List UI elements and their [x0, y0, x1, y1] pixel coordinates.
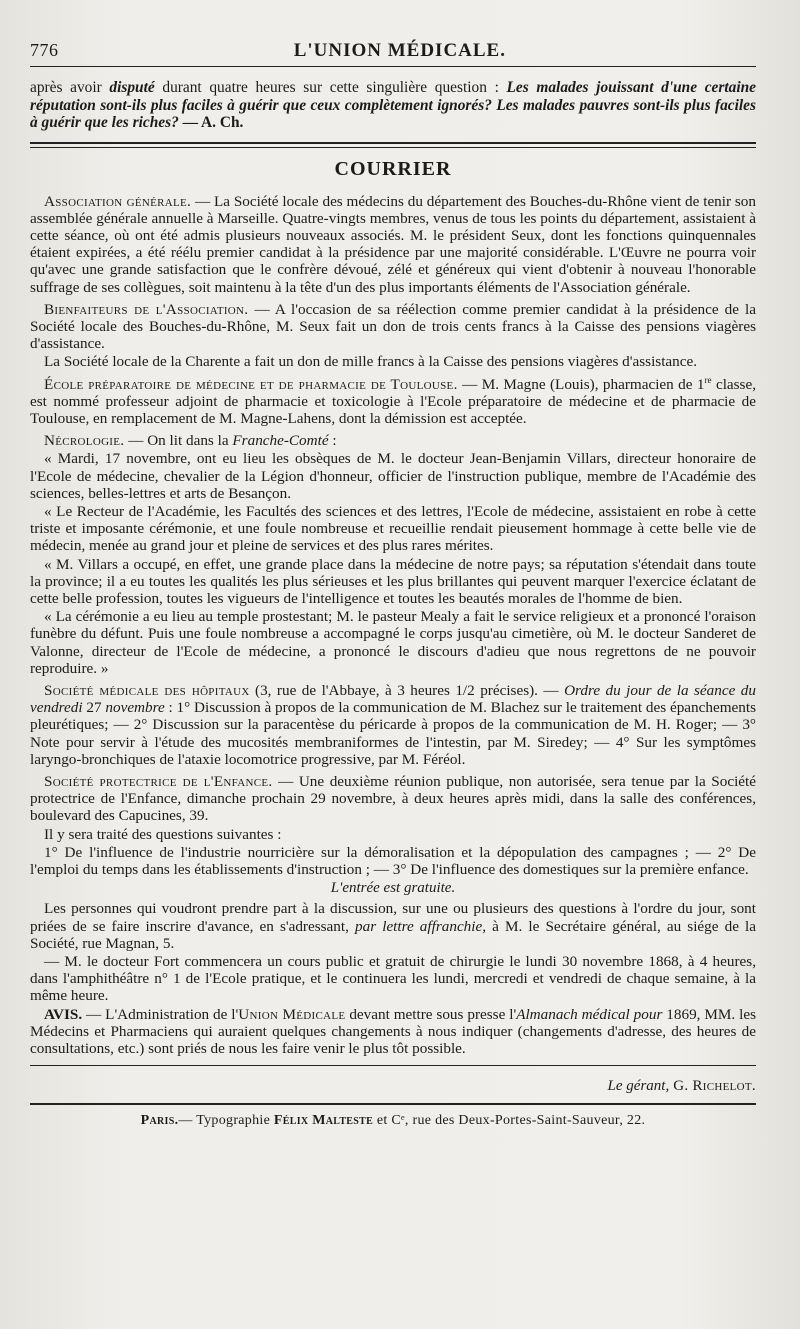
superscript: re: [704, 374, 712, 385]
paragraph-text: — M. Magne (Louis), pharmacien de 1: [457, 375, 705, 393]
paragraph-text: — On lit dans la: [124, 432, 233, 450]
imprint-footer: [30, 1113, 756, 1129]
questions-intro: Il y sera traité des questions suivantes :: [44, 825, 282, 843]
section-title: COURRIER: [334, 157, 452, 180]
paragraph-text: — L'Administration de l': [82, 1005, 239, 1023]
imprint-printer: Félix Malteste: [273, 1113, 374, 1129]
paragraph-protectrice: [30, 773, 756, 825]
page-number: 776: [30, 40, 59, 60]
rubric-heading: Bienfaiteurs de l'Association.: [44, 300, 249, 318]
imprint-address: et Cᵉ, rue des Deux-Portes-Saint-Sauveur, 22.: [373, 1113, 646, 1129]
footer-rule: [30, 1103, 756, 1105]
intro-signature: — A. Ch.: [178, 114, 244, 131]
paragraph-text: — A l'occasion de sa réélection comme premier candidat à la présidence de la Société locale des Bouches-du-Rhône, M. Seux fait un don de trois cents francs à la Caisse des pensions viagères d'assistance.: [30, 300, 756, 353]
paragraph-bienfaiteurs: [30, 301, 756, 353]
quote-paragraph: « Le Recteur de l'Académie, les Facultés des sciences et des lettres, l'Ecole de médecine, assistaient en robe à cette triste et imposante cérémonie, et une foule nombreuse et recueillie rendait pieusement hommage à cette belle vie de médecin, menée au grand jour et pleine de services et des plus rares mérites.: [30, 502, 756, 555]
intro-question: Les malades jouissant d'une certaine réputation sont-ils plus faciles à guérir que ceux complètement ignorés? Les malades pauvres sont-ils plus faciles à guérir que les riches?: [30, 79, 757, 131]
paragraph-ecole: [30, 376, 756, 428]
rubric-heading: École préparatoire de médecine et de pharmacie de Toulouse.: [44, 375, 458, 393]
page-header: [30, 40, 756, 67]
almanac-title: Almanach médical pour: [516, 1005, 663, 1023]
paragraph-text: à M. le Secrétaire général, au siége de la Société, rue Magnan, 5.: [30, 917, 757, 952]
paragraph-text: 27: [82, 699, 106, 717]
registration-paragraph: [30, 900, 756, 952]
paragraph-charente: La Société locale de la Charente a fait un don de mille francs à la Caisse des pensions viagères d'assistance.: [44, 353, 698, 371]
paragraph-text: — Une deuxième réunion publique, non autorisée, sera tenue par la Société protectrice de l'Enfance, dimanche prochain 29 novembre, à deux heures après midi, dans la salle des conférences, boulevard des Capucines, 39.: [30, 773, 757, 825]
free-entry-note: L'entrée est gratuite.: [330, 880, 456, 897]
paragraph-text: — La Société locale des médecins du département des Bouches-du-Rhône vient de tenir son assemblée générale annuelle à Marseille. Quatre-vingts membres, venus de tous les points du département, assistaient à cette séance, où ont été admis plusieurs nouveaux associés. M. le président Seux, dont les fonctions quinquennales étaient expirées, a été réélu premier candidat à la présidence par une majorité considérable. L'Œuvre ne pourra voir qu'avec une grande satisfaction que le confrère dévoué, zélé et généreux qui vient d'obtenir à nouveau l'honorable suffrage de ses collègues, soit maintenu à la tête d'un des plus importants éléments de l'Association générale.: [30, 192, 756, 296]
intro-text: durant quatre heures sur cette singulière question :: [154, 79, 507, 96]
rubric-heading: Nécrologie.: [44, 432, 125, 450]
double-rule: [30, 142, 756, 148]
signature: [30, 1078, 756, 1095]
rubric-heading: Société médicale des hôpitaux: [44, 681, 250, 699]
paragraph-avis: [30, 1006, 756, 1058]
quote-paragraph: « Mardi, 17 novembre, ont eu lieu les obsèques de M. le docteur Jean-Benjamin Villars, directeur honoraire de l'Ecole de médecine, chevalier de la Légion d'honneur, officier de l'instruction publique, membre de l'Académie des sciences, belles-lettres et arts de Besançon.: [30, 450, 756, 502]
paragraph-fort: — M. le docteur Fort commencera un cours public et gratuit de chirurgie le lundi 30 novembre 1868, à 4 heures, dans l'amphithéâtre n° 1 de l'Ecole pratique, et le continuera les lundi, mercredi et vendredi de chaque semaine, à la même heure.: [30, 953, 756, 1005]
source-name: Franche-Comté: [232, 432, 329, 450]
questions-list: 1° De l'influence de l'industrie nourricière sur la démoralisation et la dépopulation des campagnes ; — 2° De l'emploi du temps dans les établissements d'instruction ; — 3° De l'influence des domestiques sur la première enfance.: [30, 843, 756, 879]
quote-paragraph: « M. Villars a occupé, en effet, une grande place dans la médecine de notre pays; sa réputation s'étendait dans toute la province; il a eu toutes les qualités les plus sérieuses et les plus brillantes qui peuvent marquer l'exercice éclatant de cette belle profession, toutes les vigueurs de l'intelligence et toutes les beautés morales de l'homme de bien.: [30, 555, 756, 607]
paragraph-text: Les personnes qui voudront prendre part à la discussion, sur une ou plusieurs des questions à l'ordre du jour, sont priées de se faire inscrire d'avance, en s'adressant,: [30, 900, 756, 935]
imprint-text: — Typographie: [178, 1113, 274, 1129]
signature-name: G. Richelot.: [669, 1078, 756, 1095]
journal-title: L'UNION MÉDICALE.: [293, 40, 506, 61]
intro-text: après avoir: [30, 79, 110, 96]
journal-name: Union Médicale: [238, 1005, 346, 1023]
agenda-label: Ordre du jour de la séance du vendredi: [30, 681, 756, 717]
imprint-city: Paris.: [140, 1113, 179, 1129]
quote-paragraph: « La cérémonie a eu lieu au temple prostestant; M. le pasteur Mealy a fait le service religieux et a prononcé l'oraison funèbre du défunt. Puis une foule nombreuse a accompagné le corps jusqu'au cimetière, où M. le docteur Sanderet de Valonne, directeur de l'Ecole de médecine, a prononcé le discours d'adieu que nous regrettons de ne pouvoir reproduire. »: [30, 608, 756, 677]
paragraph-association: [30, 193, 756, 296]
paragraph-text: :: [328, 432, 337, 450]
rubric-heading: Association générale.: [44, 192, 192, 210]
agenda-month: novembre: [105, 699, 165, 717]
paragraph-text: 1869, MM. les Médecins et Pharmaciens qui auraient quelques changements à nous indiquer (changements d'adresse, des heures de consultations, etc.) sont priés de nous les faire venir le plus tôt possible.: [30, 1005, 756, 1058]
paragraph-text: devant mettre sous presse l': [345, 1005, 517, 1023]
paragraph-hopitaux: [30, 682, 756, 768]
rubric-heading: Société protectrice de l'Enfance.: [44, 773, 273, 790]
paragraph-necrologie: [30, 432, 756, 449]
intro-emphasis: disputé: [109, 79, 155, 96]
paragraph-text: (3, rue de l'Abbaye, à 3 heures 1/2 précises). —: [249, 681, 565, 699]
intro-paragraph: [30, 79, 756, 132]
rubric-heading: AVIS.: [44, 1005, 83, 1023]
paragraph-text: classe, est nommé professeur adjoint de pharmacie et toxicologie à l'Ecole préparatoire de médecine et de pharmacie de Toulouse, en remplacement de M. Magne-Lahens, dont la démission est acceptée.: [30, 375, 757, 427]
bottom-rule: [30, 1065, 756, 1066]
paragraph-italic: par lettre affranchie,: [355, 917, 487, 935]
signature-label: Le gérant,: [607, 1078, 670, 1095]
paragraph-text: : 1° Discussion à propos de la communication de M. Blachez sur le traitement des épanchements pleurétiques; — 2° Discussion sur la paracentèse du péricarde à propos de la communication de M. H. Roger; — 3° Note pour servir à l'étude des mucosités membraniformes de l'intestin, par M. Siredey; — 4° Sur les symptômes laryngo-bronchiques de l'ataxie locomotrice progressive, par M. Féréol.: [30, 699, 756, 768]
